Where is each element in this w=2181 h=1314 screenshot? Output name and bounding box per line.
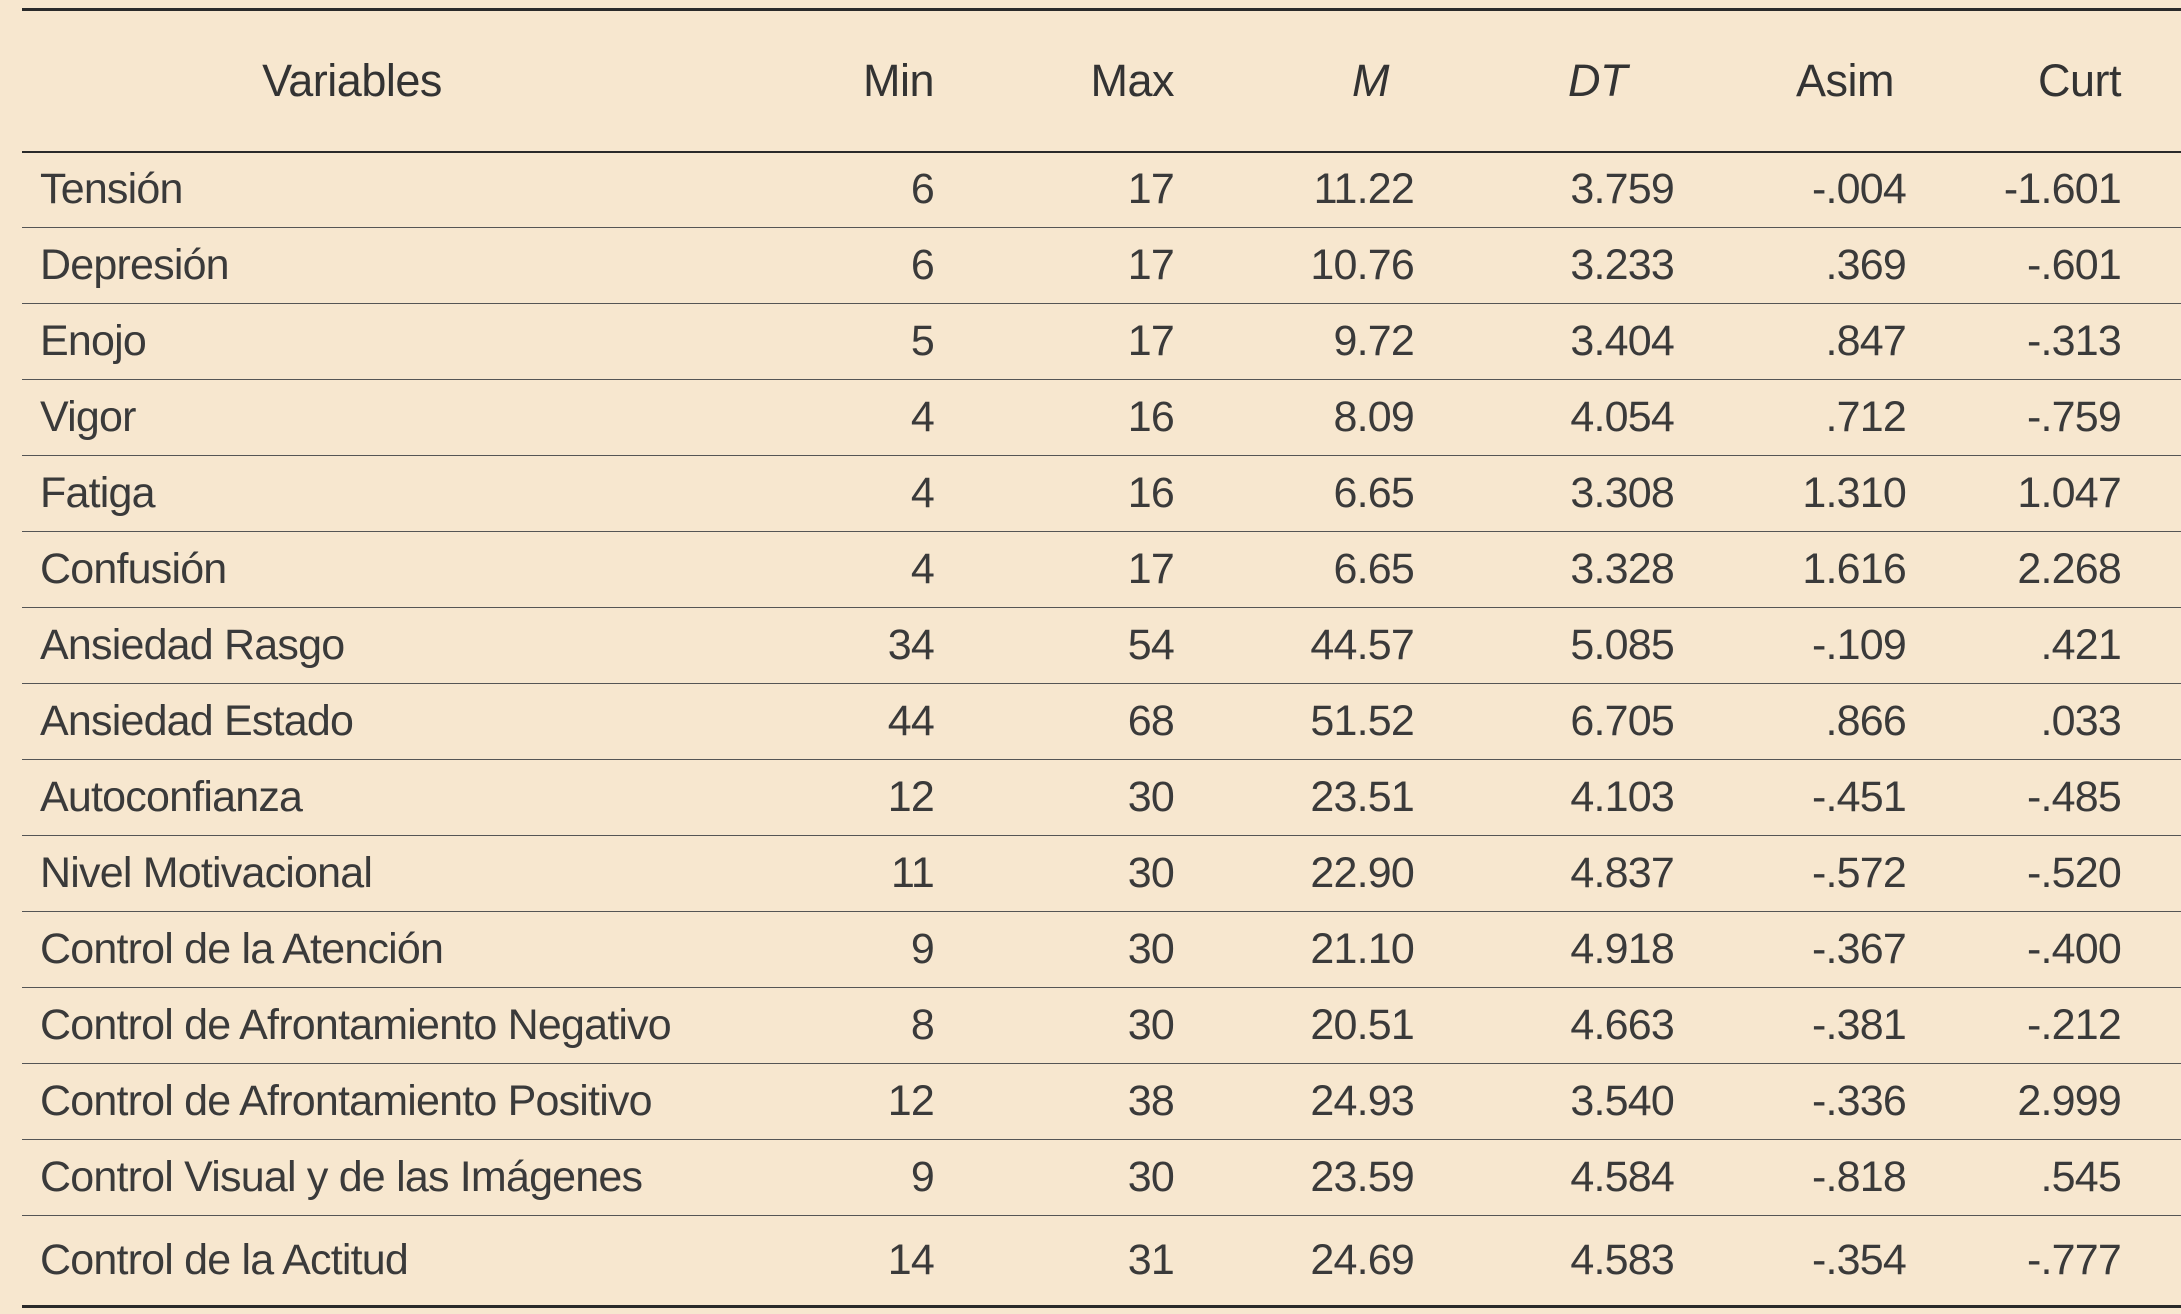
cell-min: 5: [722, 304, 934, 380]
table-body: [22, 152, 2181, 1307]
cell-mean: 6.65: [1174, 456, 1434, 532]
table-row: [22, 608, 2181, 684]
cell-max: 30: [934, 988, 1174, 1064]
table-row: [22, 988, 2181, 1064]
cell-max: 17: [934, 228, 1174, 304]
header-mean: M: [1174, 10, 1434, 152]
cell-mean: 8.09: [1174, 380, 1434, 456]
cell-skewness: 1.310: [1674, 456, 1906, 532]
cell-mean: 20.51: [1174, 988, 1434, 1064]
cell-max: 31: [934, 1216, 1174, 1307]
table-row: [22, 760, 2181, 836]
cell-max: 17: [934, 304, 1174, 380]
cell-max: 16: [934, 380, 1174, 456]
cell-kurtosis: -.485: [1906, 760, 2181, 836]
cell-max: 30: [934, 1140, 1174, 1216]
header-max: Max: [934, 10, 1174, 152]
cell-mean: 51.52: [1174, 684, 1434, 760]
cell-max: 30: [934, 912, 1174, 988]
cell-variable: Control de Afrontamiento Negativo: [22, 988, 722, 1064]
cell-skewness: -.367: [1674, 912, 1906, 988]
cell-kurtosis: 1.047: [1906, 456, 2181, 532]
cell-min: 9: [722, 1140, 934, 1216]
cell-kurtosis: -.313: [1906, 304, 2181, 380]
cell-kurtosis: -.212: [1906, 988, 2181, 1064]
cell-min: 14: [722, 1216, 934, 1307]
cell-variable: Autoconfianza: [22, 760, 722, 836]
cell-skewness: -.336: [1674, 1064, 1906, 1140]
header-kurtosis: Curt: [1906, 10, 2181, 152]
cell-variable: Control de Afrontamiento Positivo: [22, 1064, 722, 1140]
cell-mean: 24.93: [1174, 1064, 1434, 1140]
cell-skewness: .369: [1674, 228, 1906, 304]
cell-skewness: .866: [1674, 684, 1906, 760]
table-row: [22, 684, 2181, 760]
cell-min: 6: [722, 152, 934, 228]
cell-mean: 24.69: [1174, 1216, 1434, 1307]
cell-std-dev: 4.837: [1434, 836, 1674, 912]
cell-kurtosis: -.759: [1906, 380, 2181, 456]
cell-max: 38: [934, 1064, 1174, 1140]
cell-kurtosis: 2.999: [1906, 1064, 2181, 1140]
cell-skewness: -.572: [1674, 836, 1906, 912]
cell-min: 4: [722, 456, 934, 532]
cell-skewness: 1.616: [1674, 532, 1906, 608]
table-row: [22, 456, 2181, 532]
cell-kurtosis: -.520: [1906, 836, 2181, 912]
cell-std-dev: 3.308: [1434, 456, 1674, 532]
cell-std-dev: 4.103: [1434, 760, 1674, 836]
table-header: [22, 10, 2181, 152]
cell-min: 4: [722, 380, 934, 456]
cell-mean: 11.22: [1174, 152, 1434, 228]
cell-skewness: .712: [1674, 380, 1906, 456]
cell-mean: 23.59: [1174, 1140, 1434, 1216]
cell-std-dev: 3.759: [1434, 152, 1674, 228]
cell-std-dev: 4.583: [1434, 1216, 1674, 1307]
cell-variable: Enojo: [22, 304, 722, 380]
cell-variable: Control de la Atención: [22, 912, 722, 988]
table-row: [22, 304, 2181, 380]
cell-variable: Vigor: [22, 380, 722, 456]
cell-mean: 22.90: [1174, 836, 1434, 912]
cell-kurtosis: -1.601: [1906, 152, 2181, 228]
cell-min: 6: [722, 228, 934, 304]
cell-mean: 9.72: [1174, 304, 1434, 380]
descriptive-statistics-table: [22, 8, 2181, 1308]
cell-skewness: -.381: [1674, 988, 1906, 1064]
table-row: [22, 1216, 2181, 1307]
cell-min: 12: [722, 760, 934, 836]
cell-skewness: -.004: [1674, 152, 1906, 228]
cell-std-dev: 4.584: [1434, 1140, 1674, 1216]
cell-min: 8: [722, 988, 934, 1064]
cell-std-dev: 5.085: [1434, 608, 1674, 684]
cell-max: 17: [934, 532, 1174, 608]
table-row: [22, 836, 2181, 912]
cell-mean: 23.51: [1174, 760, 1434, 836]
cell-mean: 10.76: [1174, 228, 1434, 304]
cell-min: 4: [722, 532, 934, 608]
cell-max: 54: [934, 608, 1174, 684]
cell-std-dev: 4.663: [1434, 988, 1674, 1064]
cell-variable: Control de la Actitud: [22, 1216, 722, 1307]
table-row: [22, 152, 2181, 228]
cell-max: 30: [934, 760, 1174, 836]
cell-std-dev: 3.540: [1434, 1064, 1674, 1140]
table-row: [22, 532, 2181, 608]
cell-std-dev: 3.328: [1434, 532, 1674, 608]
table-row: [22, 228, 2181, 304]
header-std-dev: DT: [1434, 10, 1674, 152]
cell-variable: Fatiga: [22, 456, 722, 532]
cell-max: 30: [934, 836, 1174, 912]
cell-skewness: -.109: [1674, 608, 1906, 684]
cell-std-dev: 6.705: [1434, 684, 1674, 760]
cell-variable: Ansiedad Rasgo: [22, 608, 722, 684]
cell-std-dev: 4.918: [1434, 912, 1674, 988]
cell-kurtosis: 2.268: [1906, 532, 2181, 608]
cell-variable: Nivel Motivacional: [22, 836, 722, 912]
cell-min: 44: [722, 684, 934, 760]
cell-skewness: -.818: [1674, 1140, 1906, 1216]
cell-max: 16: [934, 456, 1174, 532]
cell-max: 68: [934, 684, 1174, 760]
cell-kurtosis: -.601: [1906, 228, 2181, 304]
cell-min: 12: [722, 1064, 934, 1140]
cell-min: 11: [722, 836, 934, 912]
header-skewness: Asim: [1674, 10, 1906, 152]
table-row: [22, 1140, 2181, 1216]
header-row: [22, 10, 2181, 152]
cell-max: 17: [934, 152, 1174, 228]
cell-skewness: -.354: [1674, 1216, 1906, 1307]
cell-kurtosis: -.777: [1906, 1216, 2181, 1307]
cell-kurtosis: -.400: [1906, 912, 2181, 988]
cell-variable: Confusión: [22, 532, 722, 608]
cell-variable: Control Visual y de las Imágenes: [22, 1140, 722, 1216]
header-min: Min: [722, 10, 934, 152]
header-variables: Variables: [22, 10, 722, 152]
cell-min: 34: [722, 608, 934, 684]
cell-variable: Ansiedad Estado: [22, 684, 722, 760]
table-row: [22, 380, 2181, 456]
cell-mean: 21.10: [1174, 912, 1434, 988]
table-row: [22, 912, 2181, 988]
cell-skewness: .847: [1674, 304, 1906, 380]
cell-kurtosis: .545: [1906, 1140, 2181, 1216]
table-row: [22, 1064, 2181, 1140]
cell-variable: Depresión: [22, 228, 722, 304]
cell-variable: Tensión: [22, 152, 722, 228]
cell-min: 9: [722, 912, 934, 988]
cell-kurtosis: .421: [1906, 608, 2181, 684]
cell-std-dev: 4.054: [1434, 380, 1674, 456]
cell-mean: 44.57: [1174, 608, 1434, 684]
cell-std-dev: 3.404: [1434, 304, 1674, 380]
cell-mean: 6.65: [1174, 532, 1434, 608]
cell-skewness: -.451: [1674, 760, 1906, 836]
cell-kurtosis: .033: [1906, 684, 2181, 760]
cell-std-dev: 3.233: [1434, 228, 1674, 304]
